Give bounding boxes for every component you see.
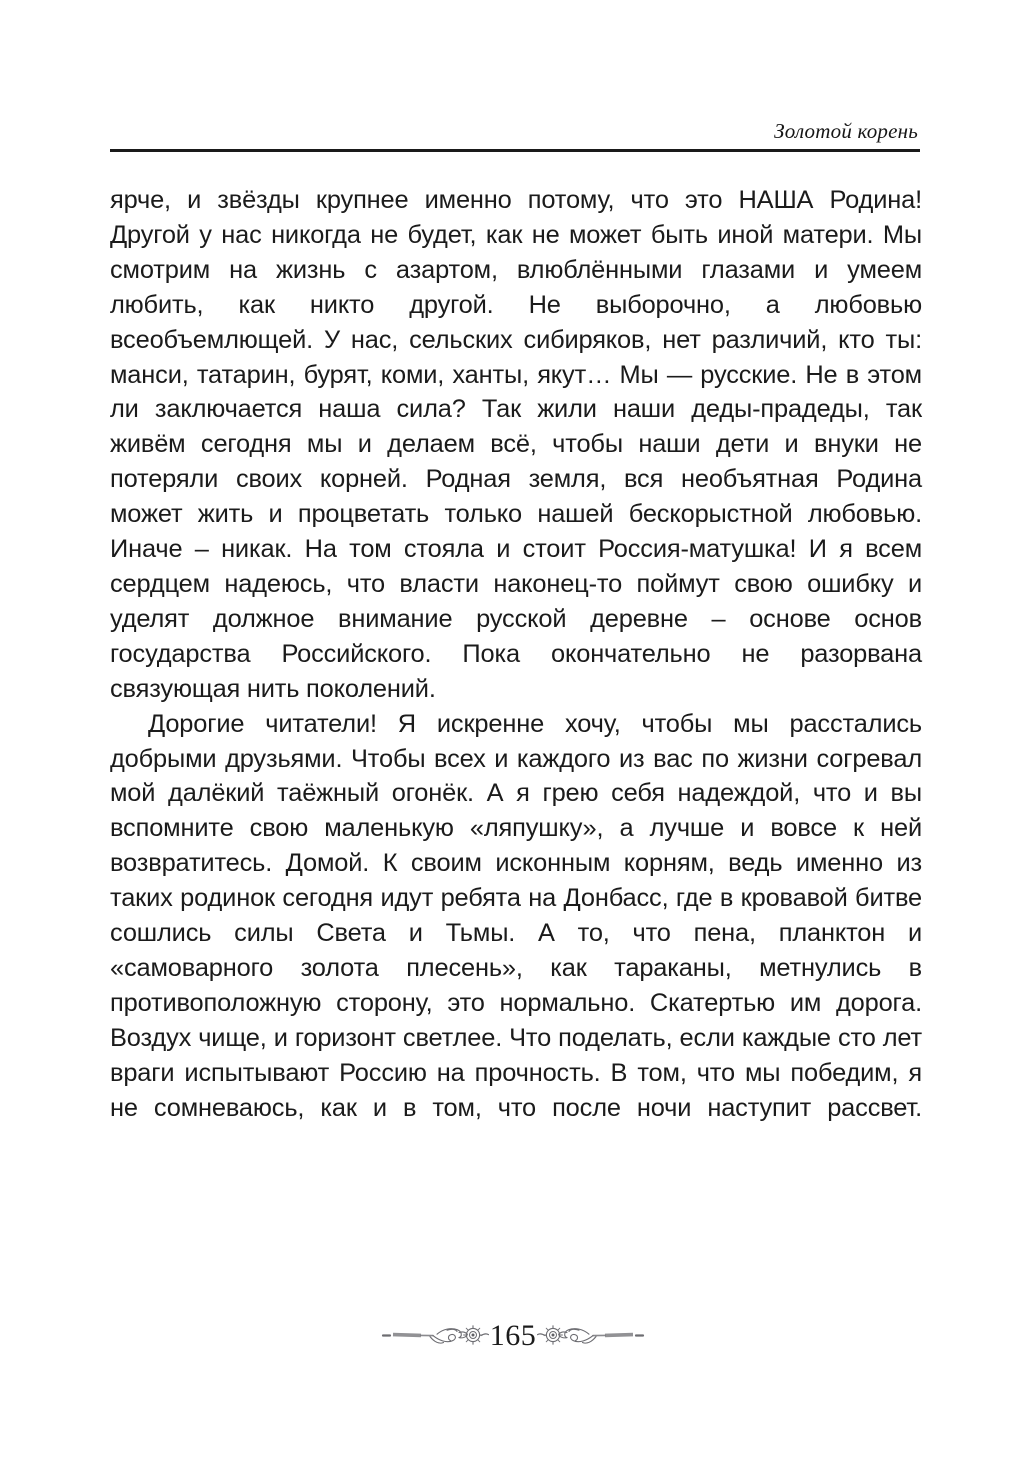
floral-flourish-right-icon: [537, 1318, 645, 1352]
paragraph: ярче, и звёзды крупнее именно потому, что это НАША Родина! Другой у нас никогда не будет, как не может быть иной матери. Мы смотрим на жизнь с азартом, влюблёнными глазами и умеем любить, как никто другой. Не выборочно, а любовью всеобъемлющей. У нас, сельских сибиряков, нет различий, кто ты: манси, татарин, бурят, коми, ханты, якут… Мы — русские. Не в этом ли заключается наша сила? Так жили наши деды-прадеды, так живём сегодня мы и делаем всё, чтобы наши дети и внуки не потеряли своих корней. Родная земля, вся необъятная Родина может жить и процветать только нашей бескорыстной любовью. Иначе – никак. На том стояла и стоит Россия-матушка! И я всем сердцем надеюсь, что власти наконец-то поймут свою ошибку и уделят должное внимание русской деревне – основе основ государства Российского. Пока окончательно не разорвана связующая нить поколений.: [110, 186, 922, 703]
body-text: [110, 183, 922, 1160]
header-rule: [110, 149, 920, 152]
page-number: 165: [489, 1319, 537, 1352]
running-title: Золотой корень: [774, 119, 918, 143]
page-header: [110, 118, 920, 152]
floral-flourish-left-icon: [381, 1318, 489, 1352]
paragraph: Дорогие читатели! Я искренне хочу, чтобы мы расстались добрыми друзьями. Чтобы всех и каждого из вас по жизни согревал мой далёкий таёжный огонёк. А я грею себя надеждой, что и вы вспомните свою маленькую «ляпушку», а лучше и вовсе к ней возвратитесь. Домой. К своим исконным корням, ведь именно из таких родинок сегодня идут ребята на Донбасс, где в кровавой битве сошлись силы Света и Тьмы. А то, что пена, планктон и «самоварного золота плесень», как тараканы, метнулись в противоположную сторону, это нормально. Скатертью им дорога. Воздух чище, и горизонт светлее. Что поделать, если каждые сто лет враги испытывают Россию на прочность. В том, что мы победим, я не сомневаюсь, как и в том, что после ночи наступит рассвет.: [110, 709, 922, 1122]
page-footer: [0, 1318, 1026, 1352]
